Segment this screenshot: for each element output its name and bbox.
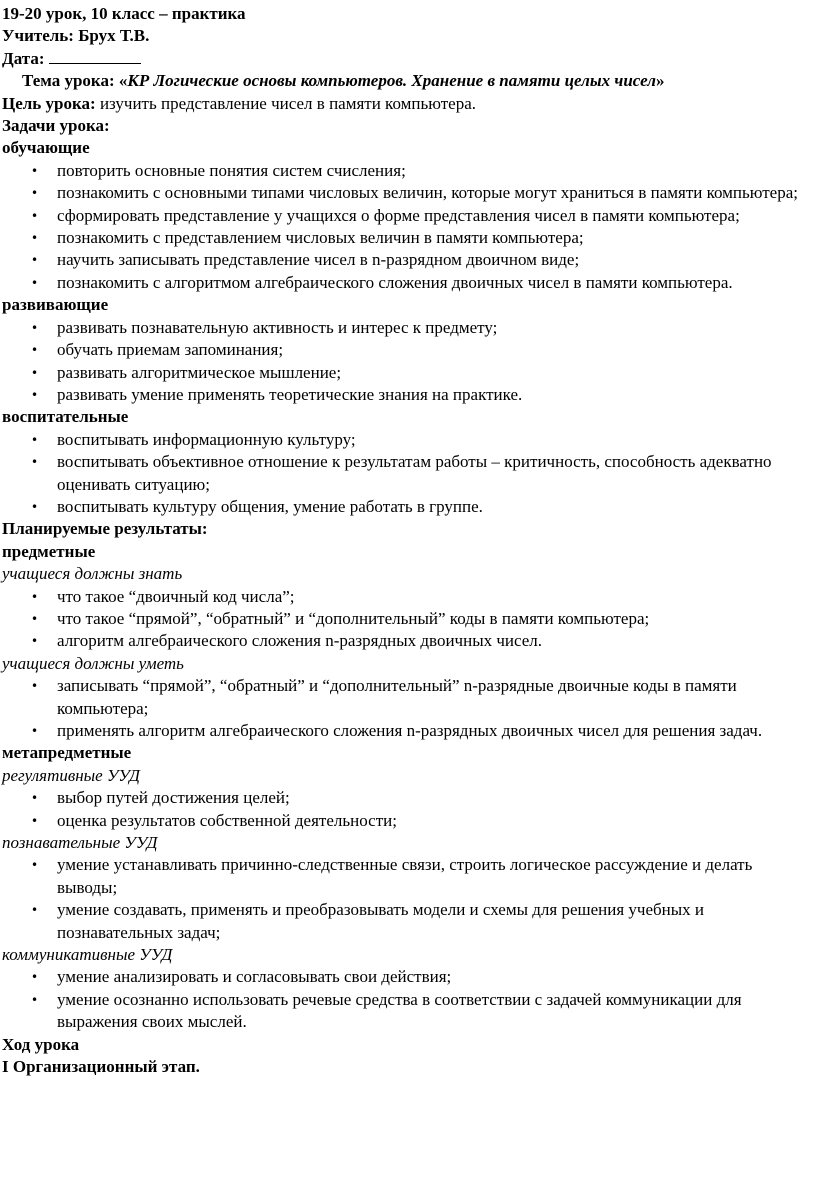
educational-list <box>2 160 810 294</box>
list-item: • воспитывать информационную культуру; <box>2 429 810 451</box>
list-item: • оценка результатов собственной деятельности; <box>2 810 810 832</box>
goal-text: изучить представление чисел в памяти компьютера. <box>95 93 476 113</box>
list-item: • что такое “прямой”, “обратный” и “дополнительный” коды в памяти компьютера; <box>2 608 810 630</box>
topic-label: Тема урока: « <box>22 71 128 91</box>
tasks-heading: Задачи урока: <box>2 116 110 136</box>
topic-title: КР Логические основы компьютеров. Хранение в памяти целых чисел <box>127 71 656 91</box>
goal-label: Цель урока: <box>2 93 96 113</box>
know-label: учащиеся должны знать <box>2 564 183 584</box>
stage-heading: I Организационный этап. <box>2 1057 200 1077</box>
list-item: • познакомить с представлением числовых величин в памяти компьютера; <box>2 227 810 249</box>
upbringing-heading: воспитательные <box>2 407 129 427</box>
flow-heading: Ход урока <box>2 1034 80 1054</box>
list-item: • воспитывать культуру общения, умение работать в группе. <box>2 496 810 518</box>
list-item: • сформировать представление у учащихся о форме представления чисел в памяти компьютера; <box>2 205 810 227</box>
can-list <box>2 675 810 742</box>
list-item: • алгоритм алгебраического сложения n-разрядных двоичных чисел. <box>2 630 810 652</box>
list-item: • воспитывать объективное отношение к результатам работы – критичность, способность адекватно оценивать ситуацию; <box>2 451 810 496</box>
meta-heading: метапредметные <box>2 743 132 763</box>
list-item: • познакомить с алгоритмом алгебраического сложения двоичных чисел в памяти компьютера. <box>2 272 810 294</box>
date-label: Дата: <box>2 48 45 68</box>
list-item: • умение осознанно использовать речевые средства в соответствии с задачей коммуникации для выражения своих мыслей. <box>2 989 810 1034</box>
communicative-label: коммуникативные УУД <box>2 945 173 965</box>
list-item: • научить записывать представление чисел в n-разрядном двоичном виде; <box>2 249 810 271</box>
developing-list <box>2 317 810 407</box>
results-heading: Планируемые результаты: <box>2 519 208 539</box>
lesson-topic <box>2 70 810 92</box>
cognitive-label: познавательные УУД <box>2 833 158 853</box>
date-line <box>2 48 810 70</box>
list-item: • применять алгоритм алгебраического сложения n-разрядных двоичных чисел для решения задач. <box>2 720 810 742</box>
lesson-goal <box>2 93 810 115</box>
upbringing-list <box>2 429 810 519</box>
regulatory-label: регулятивные УУД <box>2 765 140 785</box>
list-item: • развивать умение применять теоретические знания на практике. <box>2 384 810 406</box>
list-item: • развивать познавательную активность и интерес к предмету; <box>2 317 810 339</box>
can-label: учащиеся должны уметь <box>2 653 184 673</box>
regulatory-list <box>2 787 810 832</box>
list-item: • умение создавать, применять и преобразовывать модели и схемы для решения учебных и познавательных задач; <box>2 899 810 944</box>
lesson-header: 19-20 урок, 10 класс – практика <box>2 4 246 23</box>
know-list <box>2 586 810 653</box>
educational-heading: обучающие <box>2 138 90 158</box>
topic-close: » <box>655 71 665 91</box>
teacher-line: Учитель: Брух Т.В. <box>2 26 150 46</box>
list-item: • выбор путей достижения целей; <box>2 787 810 809</box>
list-item: • обучать приемам запоминания; <box>2 339 810 361</box>
subject-heading: предметные <box>2 541 96 561</box>
list-item: • умение устанавливать причинно-следственные связи, строить логическое рассуждение и делать выводы; <box>2 854 810 899</box>
list-item: • умение анализировать и согласовывать свои действия; <box>2 966 810 988</box>
cognitive-list <box>2 854 810 944</box>
list-item: • записывать “прямой”, “обратный” и “дополнительный” n-разрядные двоичные коды в памяти компьютера; <box>2 675 810 720</box>
list-item: • познакомить с основными типами числовых величин, которые могут храниться в памяти компьютера; <box>2 182 810 204</box>
developing-heading: развивающие <box>2 295 109 315</box>
list-item: • развивать алгоритмическое мышление; <box>2 362 810 384</box>
date-blank <box>49 49 141 64</box>
list-item: • повторить основные понятия систем счисления; <box>2 160 810 182</box>
communicative-list <box>2 966 810 1033</box>
list-item: • что такое “двоичный код числа”; <box>2 586 810 608</box>
